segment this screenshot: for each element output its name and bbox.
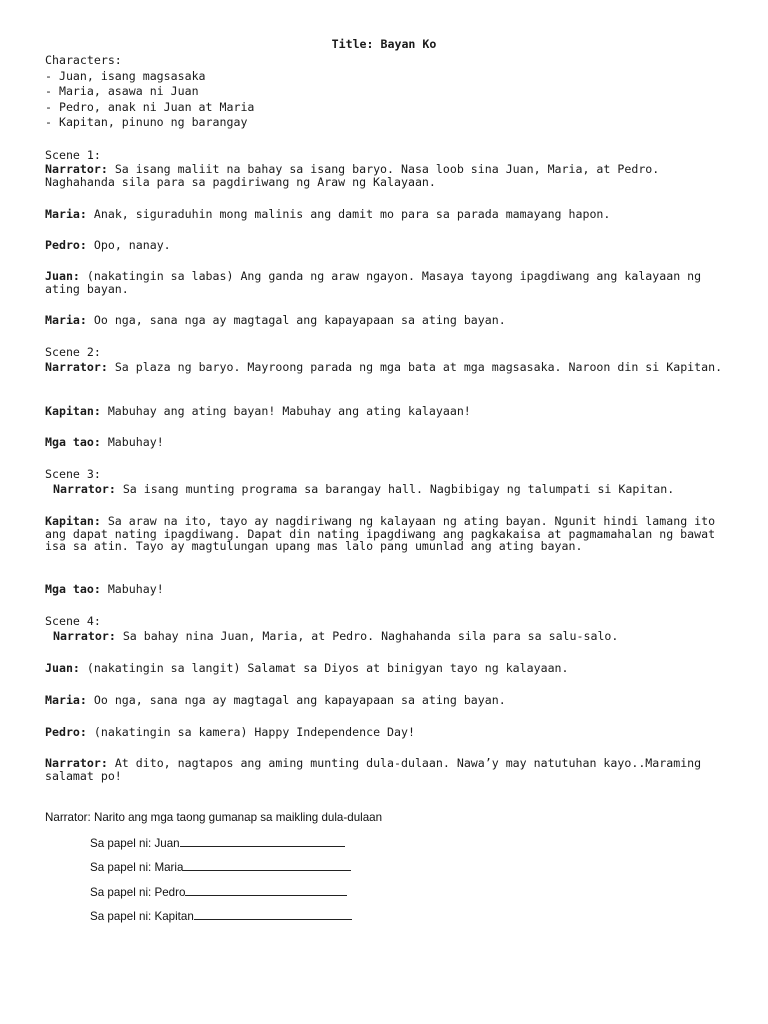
signature-blank	[194, 908, 352, 920]
scene-4-heading: Scene 4:	[45, 614, 101, 628]
speaker-label: Pedro:	[45, 725, 87, 739]
credit-role-maria	[90, 859, 768, 875]
credit-role-label: Sa papel ni: Pedro	[90, 886, 186, 899]
speaker-label: Maria:	[45, 313, 87, 327]
characters-section	[45, 54, 735, 129]
character-item: - Kapitan, pinuno ng barangay	[45, 115, 248, 130]
scene-4-narrator-line	[53, 630, 743, 643]
dialogue-text: Mabuhay ang ating bayan! Mabuhay ang ating kalayaan!	[107, 404, 471, 418]
scene-4-pedro-line	[45, 726, 735, 739]
signature-blank	[180, 835, 345, 847]
speaker-label: Juan:	[45, 269, 80, 283]
dialogue-text: Sa isang maliit na bahay sa isang baryo. Nasa loob sina Juan, Maria, at Pedro. Naghahanda sila para sa pagdiriwang ng Araw ng Kalayaan.	[45, 162, 660, 189]
speaker-label: Narrator:	[45, 756, 108, 770]
scene-4-maria-line	[45, 694, 735, 707]
speaker-label: Narrator:	[53, 482, 116, 496]
scene-3-heading: Scene 3:	[45, 467, 101, 481]
dialogue-text: (nakatingin sa langit) Salamat sa Diyos at binigyan tayo ng kalayaan.	[86, 661, 569, 675]
scene-1-maria-line-2	[45, 314, 735, 327]
dialogue-text: Sa plaza ng baryo. Mayroong parada ng mga bata at mga magsasaka. Naroon din si Kapitan.	[114, 360, 723, 374]
dialogue-text: At dito, nagtapos ang aming munting dula-dulaan. Nawa’y may natutuhan kayo..Maraming salamat po!	[45, 756, 702, 783]
dialogue-text: (nakatingin sa kamera) Happy Independence Day!	[93, 725, 415, 739]
dialogue-text: Anak, siguraduhin mong malinis ang damit mo para sa parada mamayang hapon.	[93, 207, 611, 221]
speaker-label: Kapitan:	[45, 404, 101, 418]
speaker-label: Mga tao:	[45, 582, 101, 596]
scene-2-kapitan-line	[45, 405, 735, 418]
scene-4-juan-line	[45, 662, 735, 675]
scene-1-narrator-line	[45, 163, 735, 188]
credit-role-kapitan	[90, 908, 768, 924]
credit-role-juan	[90, 835, 768, 851]
speaker-label: Mga tao:	[45, 435, 101, 449]
dialogue-text: Mabuhay!	[107, 582, 164, 596]
dialogue-text: Sa isang munting programa sa barangay hall. Nagbibigay ng talumpati si Kapitan.	[122, 482, 675, 496]
document-title: Title: Bayan Ko	[331, 37, 437, 51]
credit-role-label: Sa papel ni: Kapitan	[90, 910, 194, 923]
credits-intro: Narrator: Narito ang mga taong gumanap sa maikling dula-dulaan	[45, 811, 383, 824]
scene-1-juan-line	[45, 270, 735, 295]
credit-role-label: Sa papel ni: Maria	[90, 861, 184, 874]
credit-role-pedro	[90, 884, 768, 900]
scene-3-crowd-line	[45, 583, 735, 596]
speaker-label: Pedro:	[45, 238, 87, 252]
dialogue-text: Opo, nanay.	[93, 238, 171, 252]
dialogue-text: (nakatingin sa labas) Ang ganda ng araw ngayon. Masaya tayong ipagdiwang ang kalayaan ng ating bayan.	[45, 269, 702, 296]
dialogue-text: Mabuhay!	[107, 435, 164, 449]
dialogue-text: Oo nga, sana nga ay magtagal ang kapayapaan sa ating bayan.	[93, 693, 506, 707]
character-item: - Juan, isang magsasaka	[45, 68, 206, 83]
signature-blank	[183, 859, 351, 871]
credit-role-label: Sa papel ni: Juan	[90, 837, 180, 850]
dialogue-text: Oo nga, sana nga ay magtagal ang kapayapaan sa ating bayan.	[93, 313, 506, 327]
speaker-label: Kapitan:	[45, 514, 101, 528]
scene-4-narrator-closing	[45, 757, 735, 782]
character-item: - Maria, asawa ni Juan	[45, 84, 199, 99]
scene-3-kapitan-speech	[45, 515, 735, 553]
speaker-label: Juan:	[45, 661, 80, 675]
scene-2-heading: Scene 2:	[45, 345, 101, 359]
speaker-label: Maria:	[45, 207, 87, 221]
scene-1-maria-line	[45, 208, 735, 221]
dialogue-text: Sa araw na ito, tayo ay nagdiriwang ng kalayaan ng ating bayan. Ngunit hindi lamang ito ang dapat nating ipagdiwang. Dapat din nating ipagdiwang ang pagkakaisa at pagmamahalan ng bawat isa sa atin. Tayo ay magtulungan upang mas lalo pang umunlad ang ating bayan.	[45, 514, 716, 554]
scene-1-heading: Scene 1:	[45, 148, 101, 162]
character-item: - Pedro, anak ni Juan at Maria	[45, 99, 255, 114]
scene-1-pedro-line	[45, 239, 735, 252]
scene-2-crowd-line	[45, 436, 735, 449]
scene-3-narrator-line	[53, 483, 743, 496]
speaker-label: Narrator:	[53, 629, 116, 643]
signature-blank	[185, 884, 347, 896]
scene-2-narrator-line	[45, 361, 735, 374]
speaker-label: Narrator:	[45, 360, 108, 374]
dialogue-text: Sa bahay nina Juan, Maria, at Pedro. Naghahanda sila para sa salu-salo.	[122, 629, 619, 643]
characters-heading: Characters:	[45, 53, 122, 67]
speaker-label: Maria:	[45, 693, 87, 707]
speaker-label: Narrator:	[45, 162, 108, 176]
